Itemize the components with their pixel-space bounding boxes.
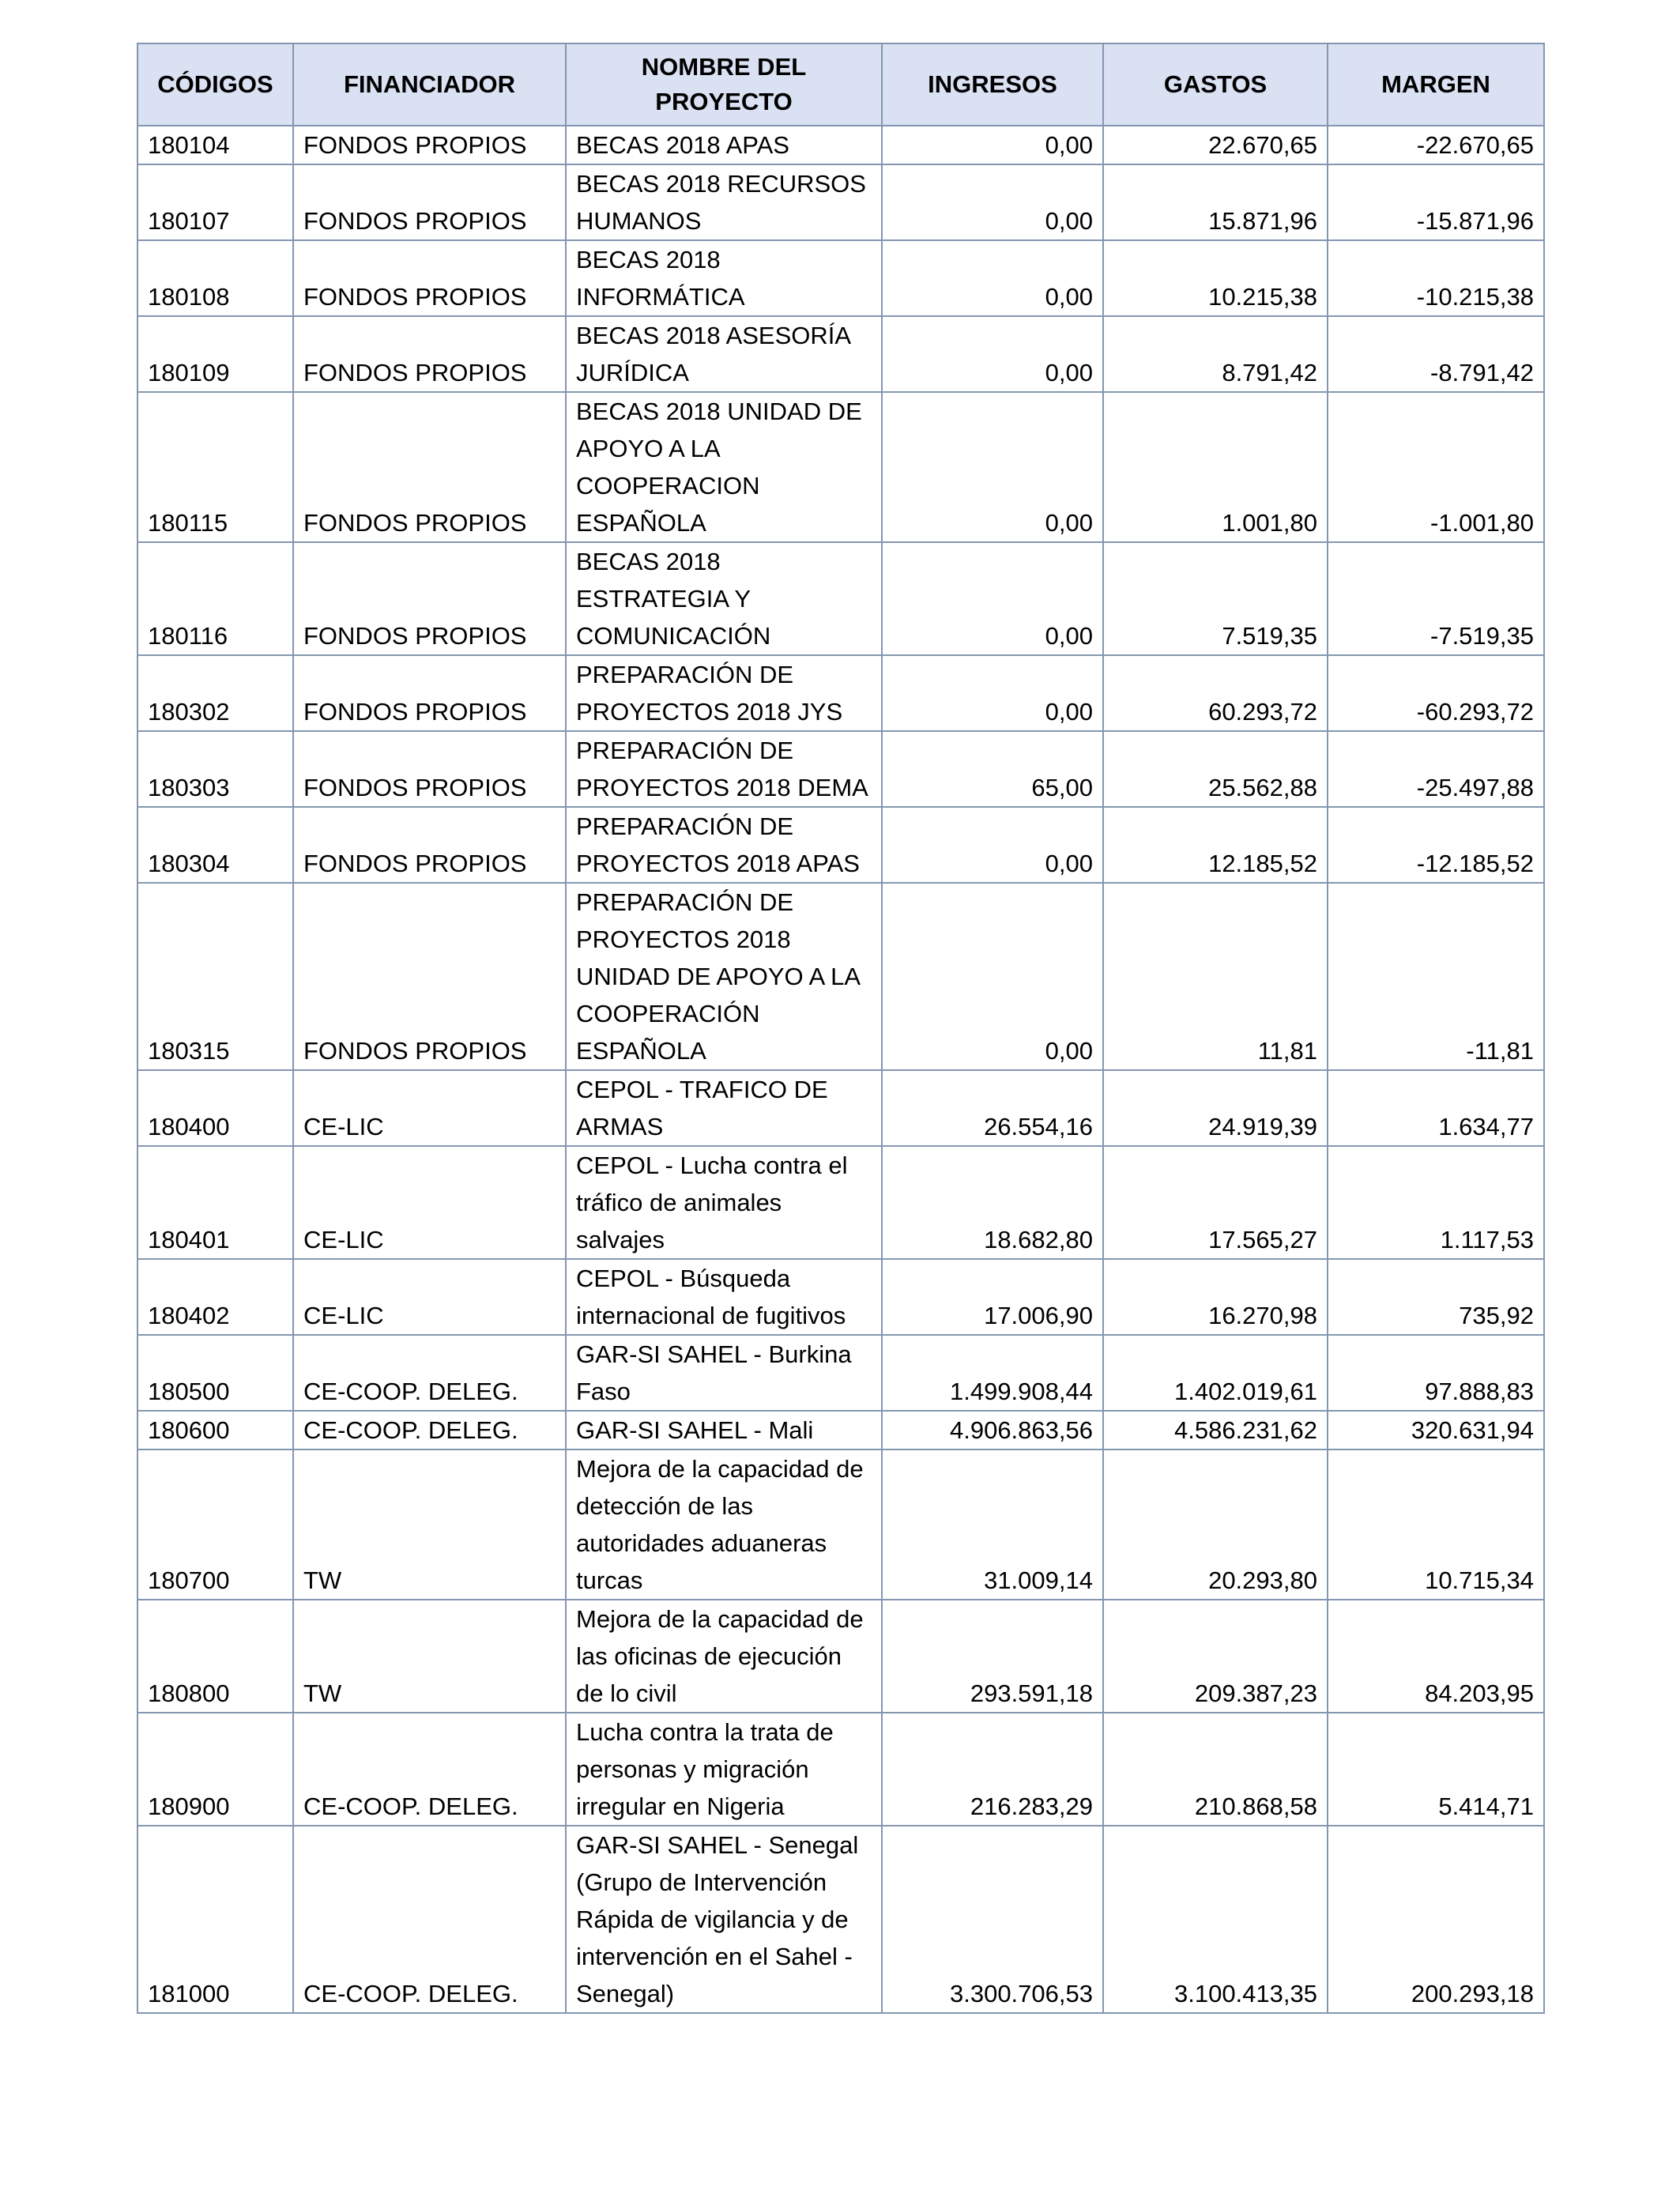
cell-margen: 320.631,94 <box>1328 1411 1544 1449</box>
table-row <box>137 392 1544 542</box>
cell-gastos: 210.868,58 <box>1103 1713 1328 1826</box>
cell-financiador: FONDOS PROPIOS <box>293 807 566 883</box>
cell-gastos: 10.215,38 <box>1103 240 1328 316</box>
cell-codigo: 180900 <box>137 1713 293 1826</box>
table-row <box>137 731 1544 807</box>
cell-nombre: GAR-SI SAHEL - Mali <box>566 1411 882 1449</box>
cell-gastos: 7.519,35 <box>1103 542 1328 655</box>
cell-ingresos: 18.682,80 <box>882 1146 1103 1259</box>
cell-margen: -22.670,65 <box>1328 126 1544 164</box>
cell-nombre: Mejora de la capacidad de las oficinas de ejecución de lo civil <box>566 1600 882 1713</box>
cell-ingresos: 65,00 <box>882 731 1103 807</box>
cell-financiador: FONDOS PROPIOS <box>293 655 566 731</box>
cell-nombre: PREPARACIÓN DE PROYECTOS 2018 JYS <box>566 655 882 731</box>
cell-financiador: TW <box>293 1600 566 1713</box>
cell-codigo: 180104 <box>137 126 293 164</box>
projects-table <box>137 43 1545 2014</box>
cell-codigo: 180116 <box>137 542 293 655</box>
cell-margen: -25.497,88 <box>1328 731 1544 807</box>
table-row <box>137 1449 1544 1600</box>
cell-margen: -60.293,72 <box>1328 655 1544 731</box>
cell-gastos: 11,81 <box>1103 883 1328 1070</box>
cell-margen: -8.791,42 <box>1328 316 1544 392</box>
cell-margen: -7.519,35 <box>1328 542 1544 655</box>
cell-ingresos: 0,00 <box>882 883 1103 1070</box>
cell-gastos: 16.270,98 <box>1103 1259 1328 1335</box>
cell-financiador: FONDOS PROPIOS <box>293 164 566 240</box>
cell-margen: -12.185,52 <box>1328 807 1544 883</box>
cell-ingresos: 0,00 <box>882 392 1103 542</box>
cell-ingresos: 4.906.863,56 <box>882 1411 1103 1449</box>
cell-financiador: FONDOS PROPIOS <box>293 240 566 316</box>
cell-gastos: 24.919,39 <box>1103 1070 1328 1146</box>
cell-gastos: 22.670,65 <box>1103 126 1328 164</box>
cell-codigo: 180109 <box>137 316 293 392</box>
cell-nombre: BECAS 2018 RECURSOS HUMANOS <box>566 164 882 240</box>
table-row <box>137 126 1544 164</box>
cell-codigo: 181000 <box>137 1826 293 2013</box>
cell-ingresos: 31.009,14 <box>882 1449 1103 1600</box>
table-row <box>137 542 1544 655</box>
cell-nombre: BECAS 2018 UNIDAD DE APOYO A LA COOPERACION ESPAÑOLA <box>566 392 882 542</box>
cell-nombre: CEPOL - Lucha contra el tráfico de animales salvajes <box>566 1146 882 1259</box>
cell-margen: 84.203,95 <box>1328 1600 1544 1713</box>
cell-ingresos: 3.300.706,53 <box>882 1826 1103 2013</box>
cell-gastos: 1.001,80 <box>1103 392 1328 542</box>
cell-codigo: 180600 <box>137 1411 293 1449</box>
table-body <box>137 126 1544 2013</box>
cell-gastos: 1.402.019,61 <box>1103 1335 1328 1411</box>
cell-financiador: FONDOS PROPIOS <box>293 316 566 392</box>
cell-codigo: 180303 <box>137 731 293 807</box>
cell-margen: -1.001,80 <box>1328 392 1544 542</box>
cell-ingresos: 0,00 <box>882 240 1103 316</box>
cell-financiador: TW <box>293 1449 566 1600</box>
cell-nombre: CEPOL - TRAFICO DE ARMAS <box>566 1070 882 1146</box>
header-ingresos: INGRESOS <box>882 43 1103 126</box>
cell-ingresos: 26.554,16 <box>882 1070 1103 1146</box>
cell-ingresos: 0,00 <box>882 316 1103 392</box>
cell-codigo: 180401 <box>137 1146 293 1259</box>
cell-nombre: BECAS 2018 INFORMÁTICA <box>566 240 882 316</box>
table-row <box>137 164 1544 240</box>
cell-codigo: 180108 <box>137 240 293 316</box>
cell-financiador: CE-LIC <box>293 1146 566 1259</box>
cell-ingresos: 0,00 <box>882 655 1103 731</box>
cell-gastos: 20.293,80 <box>1103 1449 1328 1600</box>
cell-financiador: FONDOS PROPIOS <box>293 883 566 1070</box>
cell-ingresos: 0,00 <box>882 807 1103 883</box>
table-row <box>137 1335 1544 1411</box>
cell-ingresos: 1.499.908,44 <box>882 1335 1103 1411</box>
cell-codigo: 180500 <box>137 1335 293 1411</box>
cell-codigo: 180402 <box>137 1259 293 1335</box>
table-row <box>137 316 1544 392</box>
cell-ingresos: 0,00 <box>882 542 1103 655</box>
header-gastos: GASTOS <box>1103 43 1328 126</box>
cell-margen: 5.414,71 <box>1328 1713 1544 1826</box>
cell-financiador: CE-COOP. DELEG. <box>293 1713 566 1826</box>
cell-financiador: FONDOS PROPIOS <box>293 731 566 807</box>
cell-gastos: 4.586.231,62 <box>1103 1411 1328 1449</box>
cell-margen: 1.117,53 <box>1328 1146 1544 1259</box>
cell-nombre: GAR-SI SAHEL - Senegal (Grupo de Intervención Rápida de vigilancia y de intervención en el Sahel - Senegal) <box>566 1826 882 2013</box>
cell-financiador: CE-COOP. DELEG. <box>293 1411 566 1449</box>
cell-codigo: 180700 <box>137 1449 293 1600</box>
cell-financiador: FONDOS PROPIOS <box>293 542 566 655</box>
table-row <box>137 1411 1544 1449</box>
cell-margen: 200.293,18 <box>1328 1826 1544 2013</box>
table-row <box>137 655 1544 731</box>
table-row <box>137 1259 1544 1335</box>
cell-gastos: 3.100.413,35 <box>1103 1826 1328 2013</box>
cell-codigo: 180302 <box>137 655 293 731</box>
cell-nombre: Lucha contra la trata de personas y migración irregular en Nigeria <box>566 1713 882 1826</box>
table-row <box>137 807 1544 883</box>
cell-financiador: FONDOS PROPIOS <box>293 392 566 542</box>
cell-gastos: 8.791,42 <box>1103 316 1328 392</box>
cell-margen: 97.888,83 <box>1328 1335 1544 1411</box>
table-row <box>137 1600 1544 1713</box>
cell-codigo: 180800 <box>137 1600 293 1713</box>
table-row <box>137 1826 1544 2013</box>
cell-nombre: CEPOL - Búsqueda internacional de fugitivos <box>566 1259 882 1335</box>
header-margen: MARGEN <box>1328 43 1544 126</box>
cell-gastos: 209.387,23 <box>1103 1600 1328 1713</box>
cell-ingresos: 0,00 <box>882 126 1103 164</box>
cell-financiador: CE-COOP. DELEG. <box>293 1826 566 2013</box>
cell-margen: -10.215,38 <box>1328 240 1544 316</box>
cell-margen: 1.634,77 <box>1328 1070 1544 1146</box>
cell-codigo: 180107 <box>137 164 293 240</box>
table-header-row <box>137 43 1544 126</box>
cell-nombre: GAR-SI SAHEL - Burkina Faso <box>566 1335 882 1411</box>
table-row <box>137 1713 1544 1826</box>
cell-nombre: BECAS 2018 ESTRATEGIA Y COMUNICACIÓN <box>566 542 882 655</box>
cell-financiador: FONDOS PROPIOS <box>293 126 566 164</box>
cell-margen: -15.871,96 <box>1328 164 1544 240</box>
cell-gastos: 60.293,72 <box>1103 655 1328 731</box>
cell-nombre: PREPARACIÓN DE PROYECTOS 2018 APAS <box>566 807 882 883</box>
cell-margen: -11,81 <box>1328 883 1544 1070</box>
cell-ingresos: 293.591,18 <box>882 1600 1103 1713</box>
cell-financiador: CE-LIC <box>293 1259 566 1335</box>
header-nombre: NOMBRE DEL PROYECTO <box>566 43 882 126</box>
cell-nombre: Mejora de la capacidad de detección de las autoridades aduaneras turcas <box>566 1449 882 1600</box>
cell-financiador: CE-LIC <box>293 1070 566 1146</box>
cell-nombre: BECAS 2018 APAS <box>566 126 882 164</box>
header-financiador: FINANCIADOR <box>293 43 566 126</box>
cell-codigo: 180315 <box>137 883 293 1070</box>
cell-margen: 10.715,34 <box>1328 1449 1544 1600</box>
header-codigos: CÓDIGOS <box>137 43 293 126</box>
cell-nombre: PREPARACIÓN DE PROYECTOS 2018 UNIDAD DE APOYO A LA COOPERACIÓN ESPAÑOLA <box>566 883 882 1070</box>
cell-gastos: 17.565,27 <box>1103 1146 1328 1259</box>
cell-codigo: 180304 <box>137 807 293 883</box>
cell-ingresos: 0,00 <box>882 164 1103 240</box>
cell-nombre: BECAS 2018 ASESORÍA JURÍDICA <box>566 316 882 392</box>
cell-gastos: 25.562,88 <box>1103 731 1328 807</box>
cell-ingresos: 216.283,29 <box>882 1713 1103 1826</box>
cell-financiador: CE-COOP. DELEG. <box>293 1335 566 1411</box>
cell-nombre: PREPARACIÓN DE PROYECTOS 2018 DEMA <box>566 731 882 807</box>
cell-gastos: 15.871,96 <box>1103 164 1328 240</box>
cell-codigo: 180115 <box>137 392 293 542</box>
table-row <box>137 1146 1544 1259</box>
table-row <box>137 240 1544 316</box>
table-row <box>137 883 1544 1070</box>
cell-margen: 735,92 <box>1328 1259 1544 1335</box>
cell-codigo: 180400 <box>137 1070 293 1146</box>
table-row <box>137 1070 1544 1146</box>
cell-gastos: 12.185,52 <box>1103 807 1328 883</box>
cell-ingresos: 17.006,90 <box>882 1259 1103 1335</box>
projects-table-wrapper <box>137 43 1543 2014</box>
